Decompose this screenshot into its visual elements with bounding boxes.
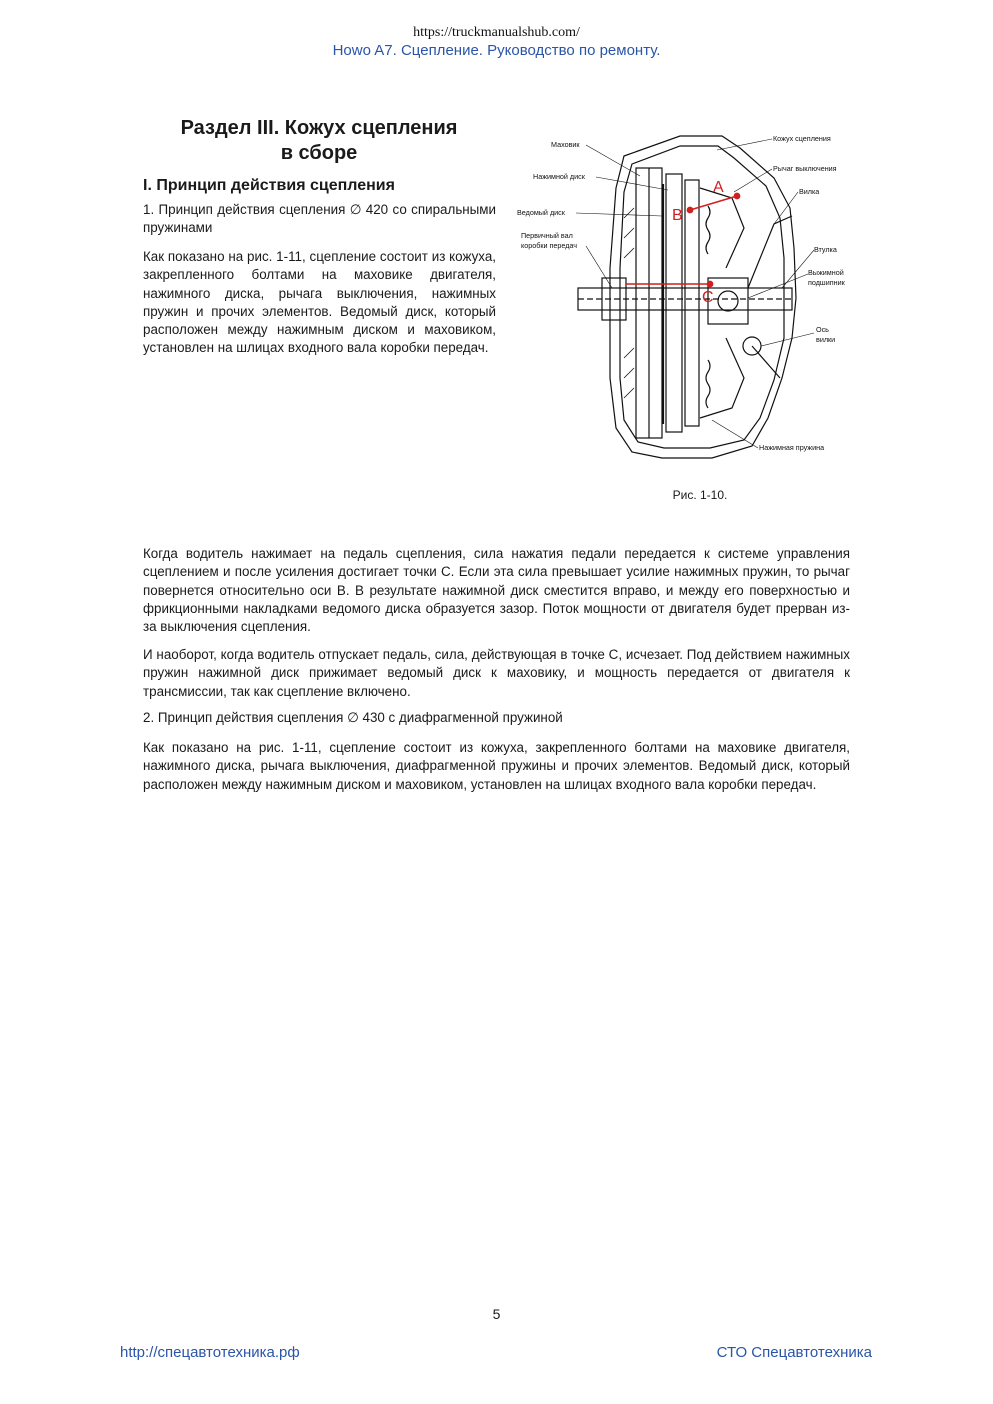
subheading: I. Принцип действия сцепления [143,177,395,194]
label-driven-disc: Ведомый диск [517,208,565,217]
paragraph-2: Когда водитель нажимает на педаль сцепления, сила нажатия педали передается к системе управления сцеплением и после усиления достигает точки C. Если эта сила превышает усилие нажимных пружин, то рычаг повернется относительно оси B. В результате нажимной диск сместится вправо, и между его поверхностью и фрикционными накладками ведомого диска образуется зазор. Поток мощности от двигателя будет прерван из-за выключения сцепления. [143,546,850,635]
page-number: 5 [492,1306,501,1322]
figure-caption: Рис. 1-10. [672,488,728,502]
label-flywheel: Маховик [551,140,580,149]
label-housing: Кожух сцепления [773,134,831,143]
label-input-shaft-2: коробки передач [521,241,577,250]
source-url-watermark[interactable]: https://truckmanualshub.com/ [413,25,580,40]
paragraph-1: Как показано на рис. 1-11, сцепление состоит из кожуха, закрепленного болтами на маховике двигателя, нажимного диска, рычага выключения, нажимных пружин и прочих элементов. Ведомый диск, который расположен между нажимным диском и маховиком, установлен на шлицах входного вала коробки передач. [143,249,496,356]
point-b-label: B [672,207,683,224]
section-title-line1: Раздел III. Кожух сцепления [180,117,458,139]
paragraph-3: И наоборот, когда водитель отпускает педаль, сила, действующая в точке C, исчезает. Под действием нажимных пружин нажимной диск прижимает ведомый диск к маховику, и мощность передается от двигателя к трансмиссии, так как сцепление включено. [143,647,850,699]
label-bearing-2: подшипник [808,278,845,287]
label-release-lever: Рычаг выключения [773,164,837,173]
item-2: 2. Принцип действия сцепления ∅ 430 с диафрагменной пружиной [143,710,563,725]
label-input-shaft-1: Первичный вал [521,231,573,240]
document-title: Howo A7. Сцепление. Руководство по ремонту. [332,42,661,59]
paragraph-4: Как показано на рис. 1-11, сцепление состоит из кожуха, закрепленного болтами на маховике двигателя, нажимного диска, рычага выключения, диафрагменной пружины и прочих элементов. Ведомый диск, который расположен между нажимным диском и маховиком, установлен на шлицах входного вала коробки передач. [143,740,850,792]
label-fork: Вилка [799,187,820,196]
point-c-label: C [702,289,714,306]
point-a-label: A [713,179,724,196]
label-bushing: Втулка [814,245,837,254]
label-bearing-1: Выжимной [808,268,844,277]
label-fork-axis-2: вилки [816,335,836,344]
label-fork-axis-1: Ось [816,325,829,334]
label-spring: Нажимная пружина [759,443,825,452]
footer-website-link[interactable]: http://спецавтотехника.рф [120,1344,300,1361]
footer-company-name: СТО Спецавтотехника [716,1344,872,1361]
section-title [143,116,495,166]
item-1: 1. Принцип действия сцепления ∅ 420 со спиральными пружинами [143,202,496,236]
section-title-line2: в сборе [280,142,358,164]
clutch-diagram [512,128,852,464]
label-pressure-plate: Нажимной диск [533,172,585,181]
